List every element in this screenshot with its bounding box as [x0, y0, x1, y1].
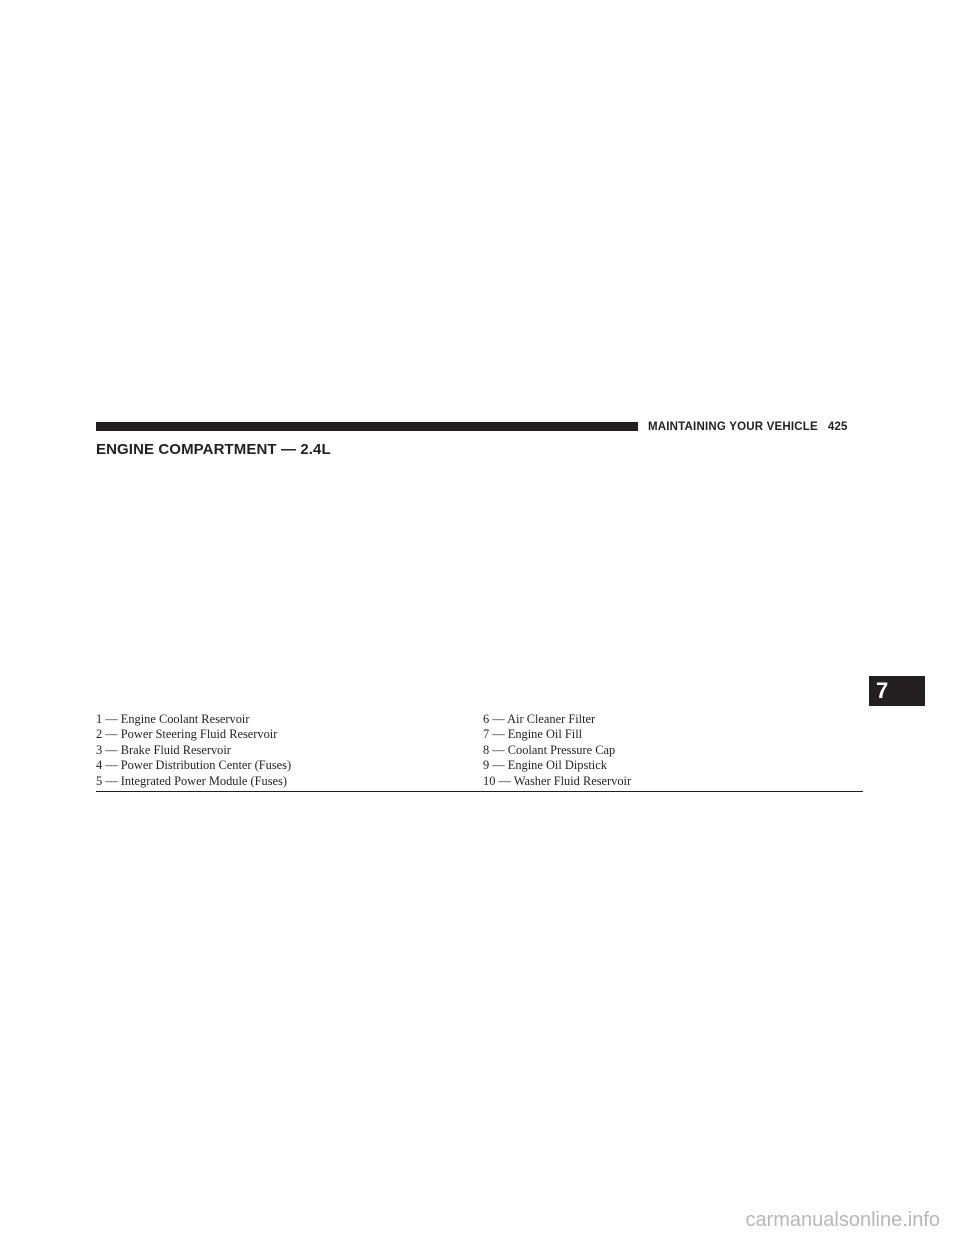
page-number: 425	[827, 421, 848, 433]
watermark: carmanualsonline.info	[745, 1209, 940, 1231]
legend-item: 8 — Coolant Pressure Cap	[483, 742, 616, 757]
legend-item: 4 — Power Distribution Center (Fuses)	[96, 758, 292, 773]
legend-item: 6 — Air Cleaner Filter	[483, 712, 596, 726]
legend-item: 9 — Engine Oil Dipstick	[483, 758, 607, 773]
legend-item: 7 — Engine Oil Fill	[483, 727, 583, 742]
engine-compartment-figure-area	[96, 468, 863, 706]
legend-column-left	[96, 712, 291, 789]
legend-item: 3 — Brake Fluid Reservoir	[96, 742, 231, 757]
legend-column-right	[483, 712, 631, 789]
running-head	[648, 420, 848, 434]
header-rule-bar	[96, 422, 638, 431]
chapter-number: 7	[876, 678, 889, 703]
running-head-title: MAINTAINING YOUR VEHICLE	[648, 421, 818, 433]
legend-item: 1 — Engine Coolant Reservoir	[96, 712, 250, 726]
section-title: ENGINE COMPARTMENT — 2.4L	[96, 441, 331, 458]
legend-item: 2 — Power Steering Fluid Reservoir	[96, 727, 278, 742]
legend-bottom-rule	[96, 791, 863, 792]
legend-item: 5 — Integrated Power Module (Fuses)	[96, 773, 287, 788]
legend-item: 10 — Washer Fluid Reservoir	[483, 773, 632, 788]
chapter-tab	[869, 676, 925, 706]
